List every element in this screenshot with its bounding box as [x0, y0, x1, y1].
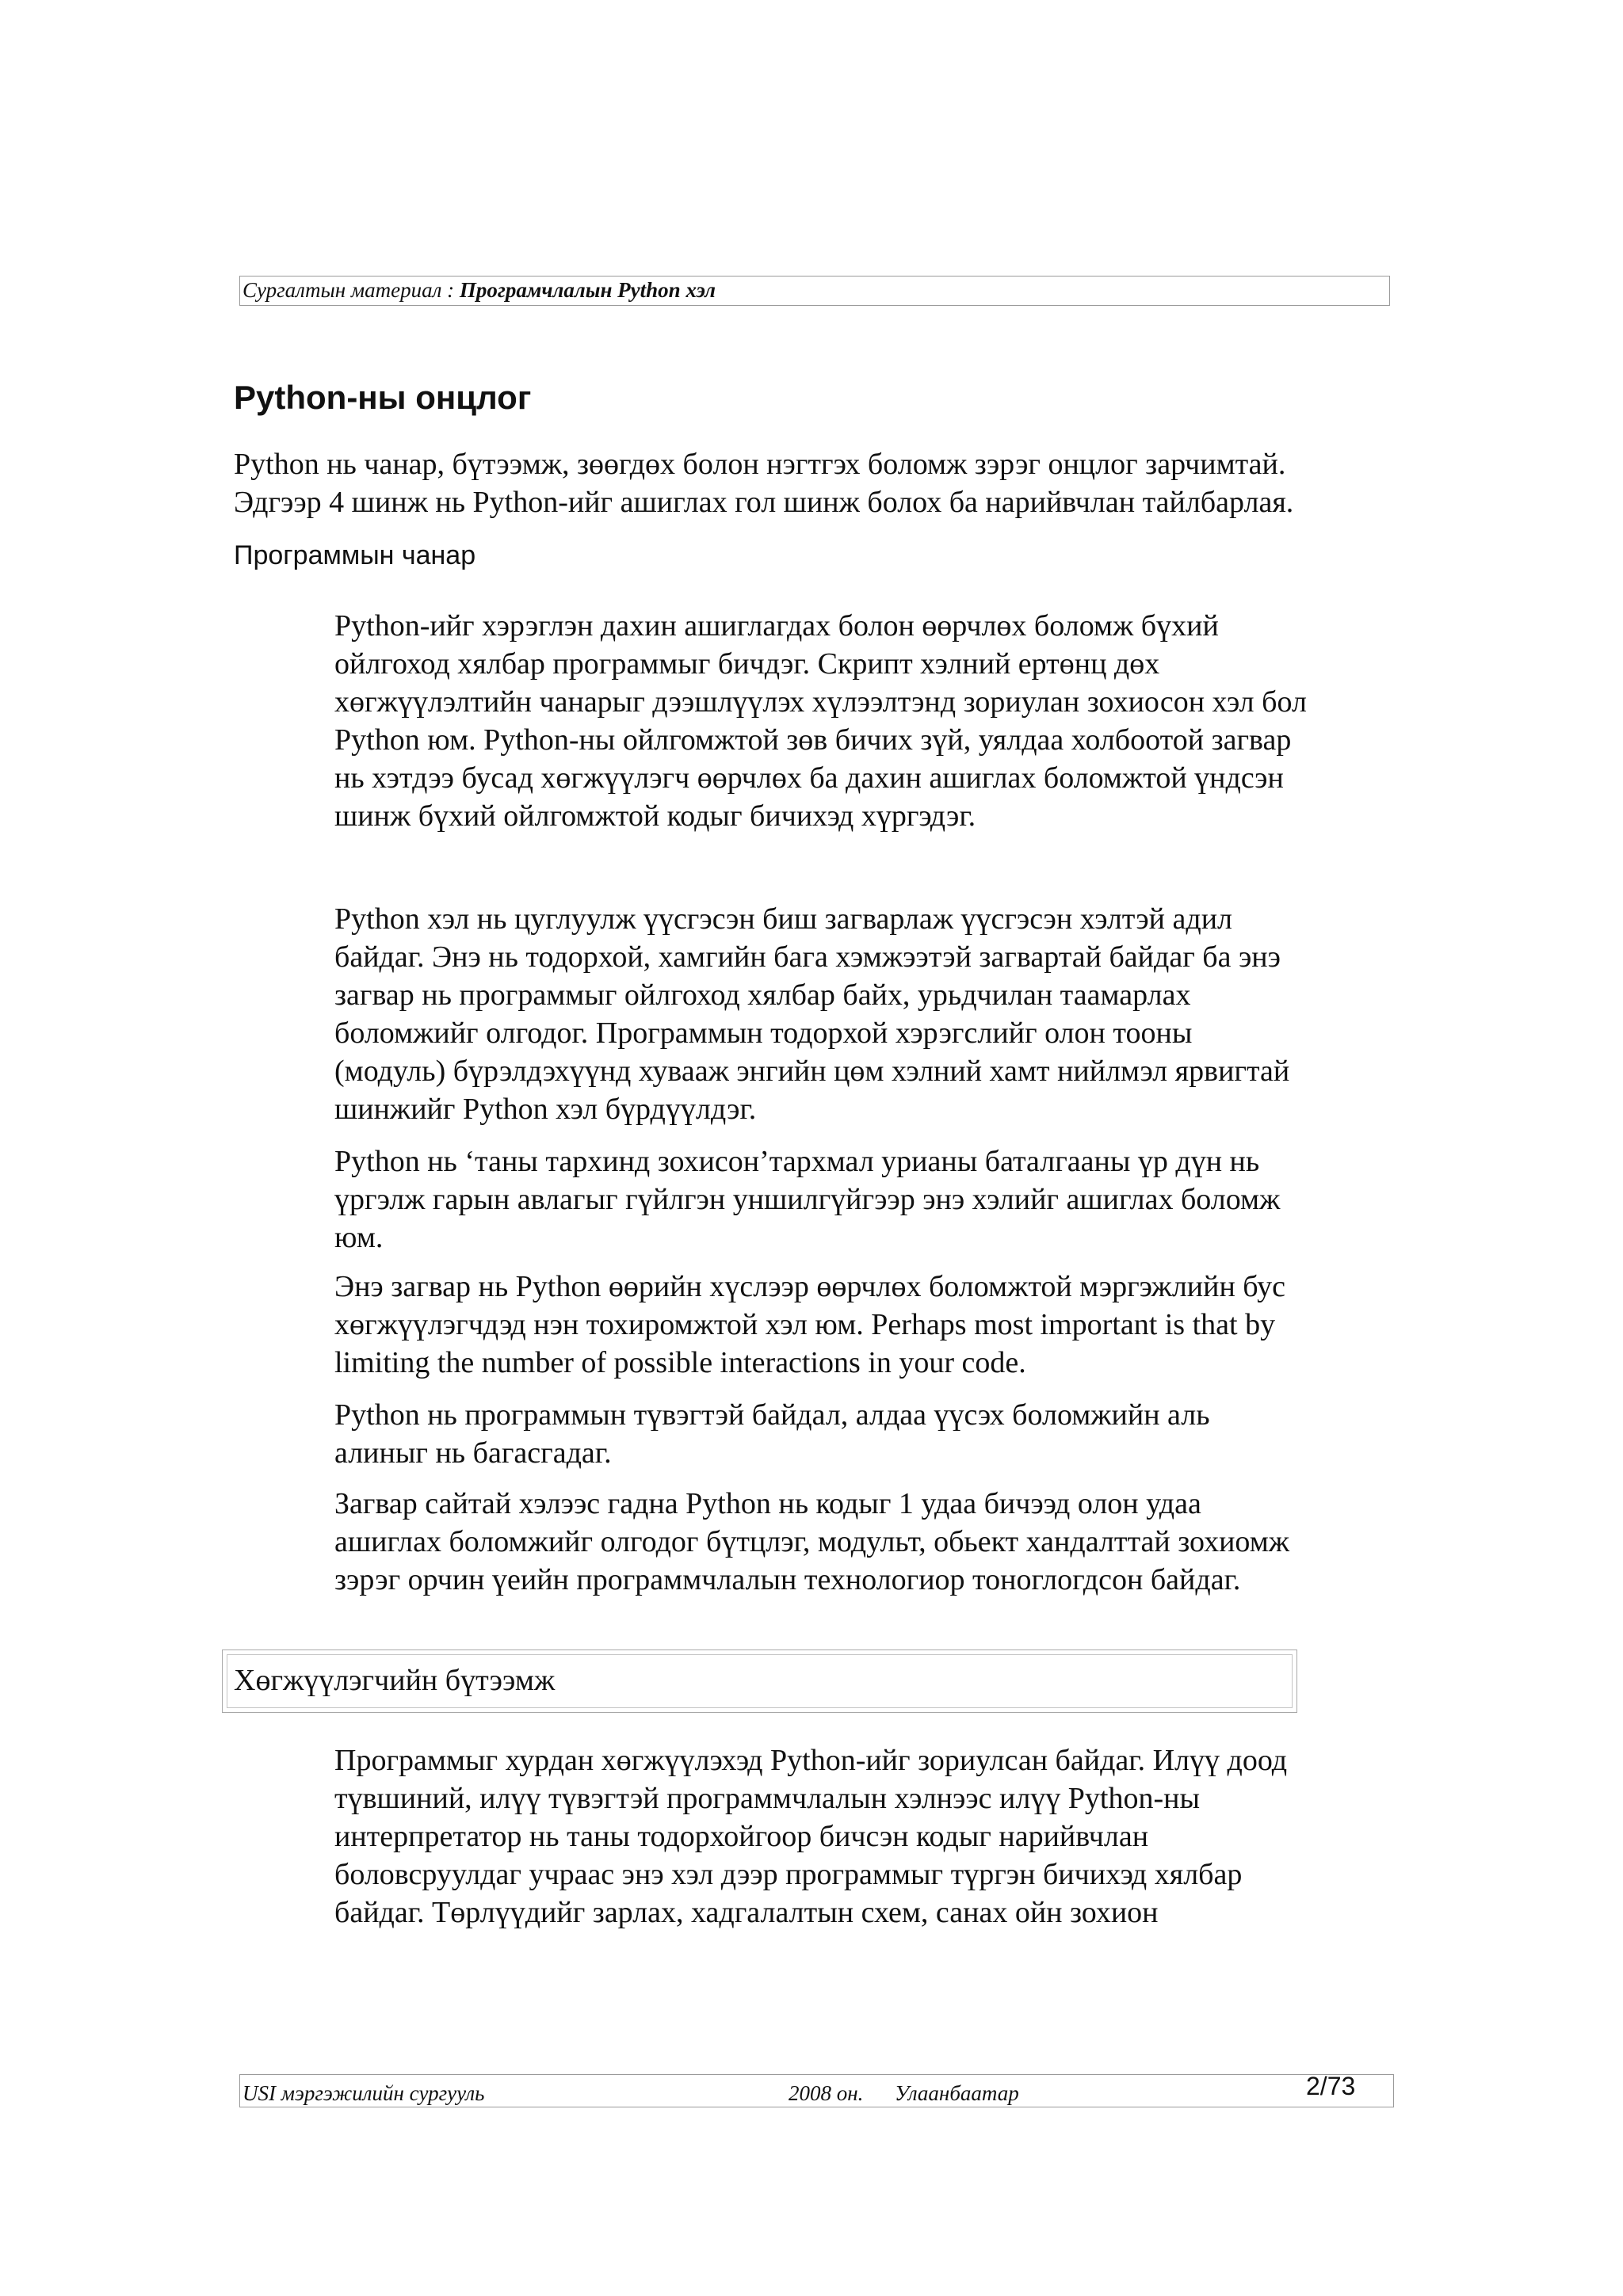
text-line: юм.: [334, 1221, 384, 1254]
footer-school: USI мэргэжилийн сургууль: [242, 2081, 485, 2105]
text-line: алиныг нь багасгадаг.: [334, 1436, 612, 1470]
intro-paragraph: [234, 445, 1407, 521]
text-line: үргэлж гарын авлагыг гүйлгэн уншилгүйгээр энэ хэлийг ашиглах боломж: [334, 1183, 1281, 1216]
text-line: Python нь чанар, бүтээмж, зөөгдөх болон нэгтгэх боломж зэрэг онцлог зарчимтай.: [234, 448, 1286, 481]
page-number: 2/73: [1306, 2072, 1356, 2100]
text-line: боловсруулдаг учраас энэ хэл дээр программыг түргэн бичихэд хялбар: [334, 1858, 1243, 1891]
header-prefix: Сургалтын материал :: [242, 278, 460, 302]
body-paragraph: [334, 1396, 1404, 1472]
text-line: Эдгээр 4 шинж нь Python-ийг ашиглах гол шинж болох ба нарийвчлан тайлбарлая.: [234, 486, 1294, 519]
body-paragraph: [334, 1142, 1404, 1257]
text-line: Python нь ‘таны тархинд зохисон’тархмал урианы баталгааны үр дүн нь: [334, 1145, 1260, 1178]
body-paragraph: [334, 900, 1404, 1128]
text-line: Python-ийг хэрэглэн дахин ашиглагдах болон өөрчлөх боломж бүхий: [334, 609, 1219, 643]
text-line: ойлгоход хялбар программыг бичдэг. Скрипт хэлний ертөнц дөх: [334, 647, 1160, 681]
text-line: Python юм. Python-ны ойлгомжтой зөв бичих зүй, уялдаа холбоотой загвар: [334, 723, 1292, 757]
section-title: Python-ны онцлог: [234, 379, 532, 416]
text-line: боломжийг олгодог. Программын тодорхой хэрэгслийг олон тооны: [334, 1016, 1193, 1050]
text-line: байдаг. Төрлүүдийг зарлах, хадгалалтын схем, санах ойн зохион: [334, 1896, 1159, 1929]
text-line: зэрэг орчин үеийн программчлалын технологиор тоноглогдсон байдаг.: [334, 1563, 1241, 1596]
body-paragraph: [334, 1485, 1404, 1599]
text-line: шинж бүхий ойлгомжтой кодыг бичихэд хүргэдэг.: [334, 799, 976, 833]
text-line: түвшиний, илүү түвэгтэй программчлалын хэлнээс илүү Python-ны: [334, 1782, 1200, 1815]
text-line: (модуль) бүрэлдэхүүнд хувааж энгийн цөм хэлний хамт нийлмэл ярвигтай: [334, 1055, 1290, 1088]
body-paragraph: [334, 1741, 1404, 1932]
text-line: Программыг хурдан хөгжүүлэхэд Python-ийг зориулсан байдаг. Илүү доод: [334, 1744, 1288, 1777]
boxed-heading-developer-productivity: [222, 1650, 1297, 1713]
text-line: хөгжүүлэлтийн чанарыг дээшлүүлэх хүлээлтэнд зориулан зохиосон хэл бол: [334, 685, 1307, 719]
text-line: Загвар сайтай хэлээс гадна Python нь кодыг 1 удаа бичээд олон удаа: [334, 1487, 1201, 1520]
body-paragraph: [334, 1268, 1404, 1382]
text-line: интерпретатор нь таны тодорхойгоор бичсэн кодыг нарийвчлан: [334, 1820, 1149, 1853]
text-line: нь хэтдээ бусад хөгжүүлэгч өөрчлөх ба дахин ашиглах боломжтой үндсэн: [334, 761, 1284, 795]
text-line: Энэ загвар нь Python өөрийн хүслээр өөрчлөх боломжтой мэргэжлийн бус: [334, 1270, 1286, 1303]
subheading-program-quality: Программын чанар: [234, 540, 476, 570]
text-line: шинжийг Python хэл бүрдүүлдэг.: [334, 1093, 757, 1126]
header-subject: Програмчлалын Python хэл: [459, 278, 716, 302]
running-header: [239, 276, 1390, 306]
text-line: ашиглах боломжийг олгодог бүтцлэг, модульт, обьект хандалттай зохиомж: [334, 1525, 1289, 1558]
text-line: байдаг. Энэ нь тодорхой, хамгийн бага хэмжээтэй загвартай байдаг ба энэ: [334, 940, 1281, 974]
boxed-heading-text: Хөгжүүлэгчийн бүтээмж: [234, 1664, 556, 1697]
text-line: хөгжүүлэгчдэд нэн тохиромжтой хэл юм. Perhaps most important is that by: [334, 1308, 1276, 1341]
text-line: limiting the number of possible interactions in your code.: [334, 1346, 1026, 1379]
text-line: Python нь программын түвэгтэй байдал, алдаа үүсэх боломжийн аль: [334, 1398, 1210, 1432]
footer-year: 2008 он.: [789, 2081, 864, 2105]
footer-city: Улаанбаатар: [895, 2081, 1019, 2105]
running-footer: [239, 2074, 1394, 2107]
text-line: загвар нь программыг ойлгоход хялбар байх, урьдчилан таамарлах: [334, 978, 1191, 1012]
text-line: Python хэл нь цуглуулж үүсгэсэн биш загварлаж үүсгэсэн хэлтэй адил: [334, 902, 1232, 936]
body-paragraph: [334, 607, 1404, 835]
